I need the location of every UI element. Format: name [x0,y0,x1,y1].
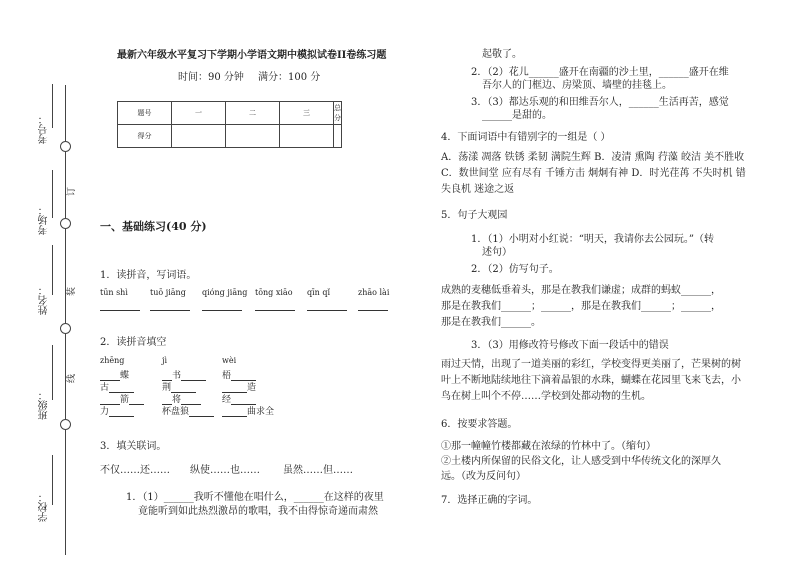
q3-item1-line1: 1．（1）______我听不懂他在唱什么，______在这样的夜里 [126,492,384,503]
q2-blank[interactable] [222,406,247,417]
binding-char-xian: 线 [67,373,78,384]
q3-item2-line2: 吾尔人的门框边、房梁顶、墙壁的挂毯上。 [482,80,672,91]
q2-r4-c1: 力 [100,404,134,417]
q2-title: 2．读拼音填空 [100,337,167,348]
score-table-header-1: 一 [172,102,226,125]
binding-hole-1 [60,141,71,152]
q6-line3: 远。（改为反问句） [441,471,526,482]
q5-para-line1: 成熟的麦穗低垂着头，那是在教我们谦虚；成群的蚂蚁______， [441,285,721,296]
q1-blank-6[interactable] [358,300,388,311]
q2-r2-c2: 荆 [162,380,196,393]
q2-pinyin-1: zhēng [100,356,125,365]
q1-pinyin-4: tōng xiāo [255,288,293,297]
q3-word-2: 纵使……也…… [190,465,260,476]
q2-r3-c2: 将 [162,392,201,405]
q2-r1-c3: 梧 [222,368,256,381]
label-banji: 班级： [39,390,50,420]
q2-blank[interactable] [189,406,214,417]
q1-pinyin-3: qióng jiāng [202,288,248,297]
q1-blank-3[interactable] [202,300,242,311]
q2-pinyin-2: jì [162,356,168,365]
score-cell-3[interactable] [280,125,334,148]
q3-item2-line1: 2．（2）花儿______盛开在南疆的沙土里，______盛开在维 [471,67,729,78]
binding-line [65,85,66,555]
q6-line2: ②土楼内所保留的民俗文化，让人感受到中华传统文化的深厚久 [441,456,721,467]
exam-full-score: 满分：100 分 [258,72,321,83]
field-kaochang-line [52,170,53,218]
score-table-header-3: 三 [280,102,334,125]
score-table-header-2: 二 [226,102,280,125]
q5-item1-line2: 述句） [482,247,512,258]
binding-hole-4 [60,419,71,430]
score-cell-total[interactable] [334,125,342,148]
q5-item1-line1: 1．（1）小明对小红说：“明天，我请你去公园玩。”（转 [471,234,714,245]
label-kaohao: 考号： [39,114,50,144]
score-table [117,101,342,148]
q2-r3-c1: 箭 [100,392,144,405]
q4-options: A．荡漾 凋落 铁锈 柔韧 满院生辉 B．凌清 熏陶 荇藻 皎洁 美不胜收 C．数世间堂 应有尽有 千锤方击 炯炯有神 D．时光荏苒 不失时机 错失良机 迷途之返 [441,152,746,195]
field-kaohao-line [52,84,53,128]
score-table-row-label: 得分 [118,125,172,148]
q1-pinyin-1: tūn shì [100,288,128,297]
label-xingming: 姓名： [39,285,50,315]
field-xuexiao-line [52,455,53,505]
label-xuexiao: 学校： [39,492,50,522]
q2-blank[interactable] [109,406,134,417]
q2-r3-c3: 经 [222,392,256,405]
q1-blank-4[interactable] [255,300,295,311]
section-heading: 一、基础练习(40 分) [100,220,207,233]
q5-passage: 雨过天情，出现了一道美丽的彩红，学校变得更美丽了，芒果树的树叶上不断地陆续地往下滴着晶银的水珠，蝴蝶在花园里飞来飞去，小鸟在树上叫个不停……学校到处都动物的生机。 [441,359,741,402]
q5-title: 5．句子大观园 [441,210,508,221]
q1-blank-2[interactable] [150,300,190,311]
q5-para-line3: 那是在教我们______。 [441,317,541,328]
q1-title: 1．读拼音，写词语。 [100,270,197,281]
q1-pinyin-6: zhāo lài [358,288,390,297]
binding-char-ding: 订 [67,186,78,197]
q1-blank-1[interactable] [100,300,140,311]
q1-pinyin-2: tuō jiāng [150,288,186,297]
q6-title: 6．按要求答题。 [441,419,518,430]
q1-blank-5[interactable] [307,300,347,311]
q2-pinyin-3: wèi [222,356,237,365]
binding-char-zhuang: 装 [67,286,78,297]
binding-hole-2 [60,218,71,229]
score-table-header-total: 总分 [334,102,342,125]
q3-item3-line1: 3．（3）都达乐观的和田维吾尔人，______生活再苦，感觉 [471,97,729,108]
score-cell-2[interactable] [226,125,280,148]
q2-r1-c2: 书 [162,368,206,381]
exam-title: 最新六年级水平复习下学期小学语文期中模拟试卷II卷练习题 [117,50,387,61]
score-cell-1[interactable] [172,125,226,148]
binding-hole-3 [60,323,71,334]
q3-item1-line2: 竟能听到如此热烈激昂的歌唱，我不由得惊奇递而肃然 [138,506,378,517]
q2-r4-c3: 曲求全 [222,404,274,417]
q5-para-line2: 那是在教我们______；______，那是在教我们______；______， [441,301,721,312]
q4-title: 4．下面词语中有错别字的一组是（ ） [441,132,611,143]
score-table-header-qnum: 题号 [118,102,172,125]
field-banji-line [52,345,53,400]
field-xingming-line [52,245,53,295]
q3-title: 3．填关联词。 [100,441,167,452]
q2-r1-c1: 蝶 [100,368,129,381]
q7-title: 7．选择正确的字词。 [441,495,538,506]
label-kaochang: 考场： [39,205,50,235]
q3-word-1: 不仅……还…… [100,465,170,476]
exam-time: 时间：90 分钟 [178,72,244,83]
q3-word-3: 虽然……但…… [283,465,353,476]
q5-item3: 3．（3）用修改符号修改下面一段话中的错误 [471,340,669,351]
q2-r4-c2: 杯盘狼 [162,404,214,417]
q3-item1-cont: 起敬了。 [482,49,522,60]
q5-item2: 2．（2）仿写句子。 [471,264,559,275]
q2-r2-c3: 造 [222,380,256,393]
q3-item3-line2: ______是甜的。 [482,110,552,121]
q6-line1: ①那一幢幢竹楼都藏在浓绿的竹林中了。（缩句） [441,441,656,452]
q1-pinyin-5: qīn qǐ [307,288,331,297]
q2-r2-c1: 古 [100,380,134,393]
